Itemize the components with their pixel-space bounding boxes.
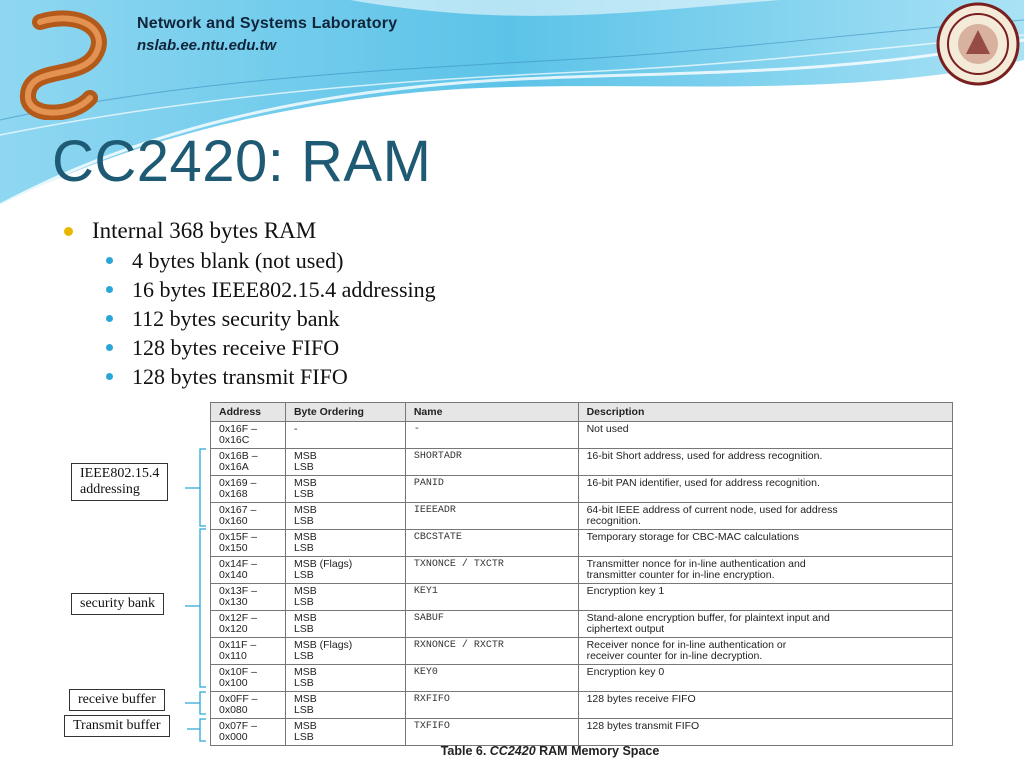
cell-address-line: 0x16A: [219, 461, 249, 473]
cell-byte-ordering: [285, 638, 405, 665]
cell-description: [578, 692, 952, 719]
cell-description-line: Transmitter nonce for in-line authentication and: [586, 558, 806, 570]
header-description: Description: [578, 403, 952, 422]
cell-byte-ordering: [285, 422, 405, 449]
cell-description: [578, 665, 952, 692]
cell-address: [211, 584, 286, 611]
cell-description-line: recognition.: [586, 515, 641, 527]
cell-address: [211, 449, 286, 476]
cell-byte-ordering-line: MSB: [293, 612, 317, 624]
cell-byte-ordering-line: MSB (Flags): [293, 558, 353, 570]
cell-byte-ordering-line: MSB: [293, 585, 317, 597]
cell-byte-ordering-line: MSB: [293, 477, 317, 489]
cell-byte-ordering-line: LSB: [293, 542, 314, 554]
cell-name: [405, 557, 578, 584]
cell-address: [211, 530, 286, 557]
sub-bullet: 112 bytes security bank: [62, 304, 436, 333]
cell-name: [405, 638, 578, 665]
table-caption: [210, 744, 890, 758]
cell-description-line: Temporary storage for CBC-MAC calculations: [586, 531, 799, 543]
main-bullet: Internal 368 bytes RAM: [62, 216, 436, 246]
cell-address-line: 0x07F –: [219, 720, 257, 732]
cell-description: [578, 503, 952, 530]
cell-address-line: 0x110: [219, 650, 247, 662]
cell-name-line: PANID: [413, 478, 444, 489]
cell-address-line: 0x167 –: [219, 504, 257, 516]
table-row: [211, 503, 953, 530]
cell-byte-ordering: [285, 719, 405, 746]
cell-address-line: 0x080: [219, 704, 248, 716]
cell-description-line: receiver counter for in-line decryption.: [586, 650, 763, 662]
cell-address: [211, 665, 286, 692]
sub-bullet: 128 bytes transmit FIFO: [62, 362, 436, 391]
slide-title: CC2420: RAM: [52, 129, 432, 194]
cell-byte-ordering-line: LSB: [293, 461, 314, 473]
table-row: [211, 557, 953, 584]
cell-name-line: RXNONCE / RXCTR: [413, 640, 504, 651]
cell-address-line: 0x169 –: [219, 477, 257, 489]
cell-byte-ordering-line: LSB: [293, 731, 314, 743]
cell-byte-ordering: [285, 665, 405, 692]
cell-description: [578, 719, 952, 746]
cell-name: [405, 449, 578, 476]
cell-name: [405, 584, 578, 611]
sub-bullet: 4 bytes blank (not used): [62, 246, 436, 275]
cell-byte-ordering: [285, 584, 405, 611]
cell-description: [578, 530, 952, 557]
cell-address: [211, 557, 286, 584]
table-body: [211, 422, 953, 746]
cell-name-line: SHORTADR: [413, 451, 462, 462]
cell-byte-ordering: [285, 449, 405, 476]
cell-description-line: Encryption key 0: [586, 666, 665, 678]
cell-address: [211, 638, 286, 665]
lab-logo-icon: [10, 10, 120, 120]
cell-description-line: 16-bit PAN identifier, used for address recognition.: [586, 477, 820, 489]
table-row: [211, 584, 953, 611]
cell-name: [405, 692, 578, 719]
cell-byte-ordering: [285, 530, 405, 557]
cell-byte-ordering-line: LSB: [293, 488, 314, 500]
table-row: [211, 692, 953, 719]
cell-byte-ordering: [285, 476, 405, 503]
header-address: Address: [211, 403, 286, 422]
bracket-transmit: [187, 719, 206, 741]
bullet-list: [62, 216, 436, 391]
cell-name-line: TXNONCE / TXCTR: [413, 559, 504, 570]
cell-byte-ordering-line: LSB: [293, 569, 314, 581]
cell-name-line: KEY0: [413, 667, 438, 678]
cell-name: [405, 530, 578, 557]
cell-byte-ordering: [285, 557, 405, 584]
cell-byte-ordering: [285, 503, 405, 530]
cell-name-line: CBCSTATE: [413, 532, 462, 543]
cell-address-line: 0x15F –: [219, 531, 257, 543]
lab-url: nslab.ee.ntu.edu.tw: [137, 37, 277, 54]
cell-address-line: 0x13F –: [219, 585, 257, 597]
table-row: [211, 449, 953, 476]
cell-name: [405, 719, 578, 746]
cell-name: [405, 503, 578, 530]
cell-byte-ordering-line: LSB: [293, 623, 314, 635]
cell-name: [405, 422, 578, 449]
table-row: [211, 611, 953, 638]
sub-bullet: 128 bytes receive FIFO: [62, 333, 436, 362]
cell-address-line: 0x0FF –: [219, 693, 258, 705]
cell-address: [211, 476, 286, 503]
cell-byte-ordering-line: MSB: [293, 504, 317, 516]
sub-bullet-list: [62, 246, 436, 391]
cell-description-line: 128 bytes receive FIFO: [586, 693, 696, 705]
sub-bullet: 16 bytes IEEE802.15.4 addressing: [62, 275, 436, 304]
cell-byte-ordering: [285, 611, 405, 638]
cell-address-line: 0x160: [219, 515, 248, 527]
cell-description: [578, 422, 952, 449]
cell-name-line: TXFIFO: [413, 721, 450, 732]
cell-description: [578, 638, 952, 665]
label-addressing-line1: IEEE802.15.4: [80, 466, 160, 481]
cell-description-line: 128 bytes transmit FIFO: [586, 720, 700, 732]
cell-description-line: Receiver nonce for in-line authentication or: [586, 639, 787, 651]
caption-suffix: RAM Memory Space: [535, 744, 660, 758]
cell-description-line: Not used: [586, 423, 629, 435]
cell-description: [578, 449, 952, 476]
table-row: [211, 638, 953, 665]
label-security-bank: security bank: [71, 593, 164, 615]
cell-byte-ordering-line: LSB: [293, 704, 314, 716]
header-name: Name: [405, 403, 578, 422]
cell-byte-ordering-line: MSB (Flags): [293, 639, 353, 651]
cell-address: [211, 422, 286, 449]
label-addressing-line2: addressing: [80, 482, 140, 497]
cell-name: [405, 611, 578, 638]
cell-description-line: Stand-alone encryption buffer, for plaintext input and: [586, 612, 830, 624]
cell-name-line: KEY1: [413, 586, 438, 597]
cell-address: [211, 611, 286, 638]
header-byte-ordering: Byte Ordering: [285, 403, 405, 422]
cell-byte-ordering-line: LSB: [293, 596, 314, 608]
cell-byte-ordering-line: MSB: [293, 693, 317, 705]
cell-byte-ordering-line: -: [293, 423, 298, 435]
cell-address-line: 0x16B –: [219, 450, 258, 462]
label-receive-buffer: receive buffer: [69, 689, 165, 711]
cell-description: [578, 584, 952, 611]
cell-name: [405, 665, 578, 692]
cell-address-line: 0x140: [219, 569, 248, 581]
cell-name-line: -: [413, 424, 420, 435]
university-seal-icon: [936, 2, 1020, 86]
cell-address-line: 0x10F –: [219, 666, 257, 678]
cell-byte-ordering-line: MSB: [293, 720, 317, 732]
bracket-receive: [185, 692, 206, 714]
cell-byte-ordering-line: LSB: [293, 515, 314, 527]
cell-name: [405, 476, 578, 503]
cell-address: [211, 692, 286, 719]
lab-name: Network and Systems Laboratory: [137, 15, 398, 32]
cell-description-line: Encryption key 1: [586, 585, 665, 597]
cell-description-line: ciphertext output: [586, 623, 665, 635]
cell-address: [211, 503, 286, 530]
table-row: [211, 530, 953, 557]
bracket-security: [185, 529, 206, 687]
ram-memory-table: [210, 402, 953, 746]
cell-description: [578, 611, 952, 638]
cell-address-line: 0x14F –: [219, 558, 257, 570]
cell-address-line: 0x16F –: [219, 423, 257, 435]
caption-chip: CC2420: [489, 744, 536, 758]
table-row: [211, 422, 953, 449]
table-row: [211, 719, 953, 746]
cell-address: [211, 719, 286, 746]
cell-byte-ordering: [285, 692, 405, 719]
cell-description-line: 16-bit Short address, used for address recognition.: [586, 450, 823, 462]
cell-description: [578, 557, 952, 584]
cell-byte-ordering-line: LSB: [293, 677, 314, 689]
label-transmit-buffer: Transmit buffer: [64, 715, 170, 737]
table-row: [211, 476, 953, 503]
cell-address-line: 0x16C: [219, 434, 250, 446]
cell-address-line: 0x11F –: [219, 639, 257, 651]
cell-byte-ordering-line: LSB: [293, 650, 314, 662]
cell-byte-ordering-line: MSB: [293, 666, 317, 678]
cell-name-line: SABUF: [413, 613, 444, 624]
cell-address-line: 0x100: [219, 677, 248, 689]
cell-byte-ordering-line: MSB: [293, 450, 317, 462]
cell-address-line: 0x168: [219, 488, 248, 500]
bracket-addressing: [185, 449, 206, 526]
table-row: [211, 665, 953, 692]
cell-address-line: 0x000: [219, 731, 248, 743]
table-header-row: [211, 403, 953, 422]
cell-address-line: 0x130: [219, 596, 248, 608]
caption-prefix: Table 6.: [440, 744, 490, 758]
cell-description-line: 64-bit IEEE address of current node, used for address: [586, 504, 838, 516]
cell-address-line: 0x120: [219, 623, 248, 635]
cell-name-line: RXFIFO: [413, 694, 450, 705]
cell-address-line: 0x150: [219, 542, 248, 554]
label-addressing: [71, 463, 168, 501]
cell-byte-ordering-line: MSB: [293, 531, 317, 543]
cell-address-line: 0x12F –: [219, 612, 257, 624]
cell-description-line: transmitter counter for in-line encryption.: [586, 569, 775, 581]
cell-description: [578, 476, 952, 503]
cell-name-line: IEEEADR: [413, 505, 456, 516]
